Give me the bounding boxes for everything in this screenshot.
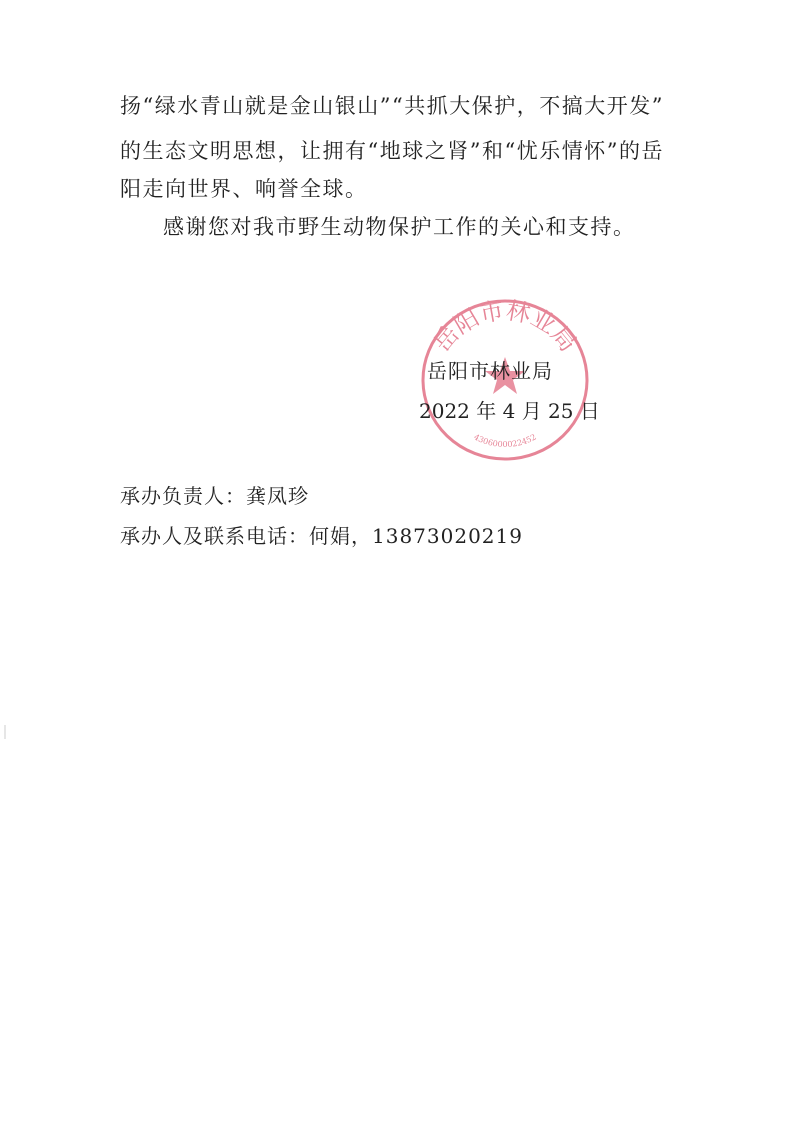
body-line-3: 阳走向世界、响誉全球。 — [120, 177, 368, 201]
signing-organization: 岳阳市林业局 — [427, 359, 553, 383]
body-line-2: 的生态文明思想，让拥有“地球之肾”和“忧乐情怀”的岳 — [120, 139, 664, 163]
thanks-paragraph: 感谢您对我市野生动物保护工作的关心和支持。 — [163, 215, 636, 239]
handler-contact: 承办人及联系电话：何娟，13873020219 — [120, 524, 523, 548]
scan-edge-mark — [4, 725, 6, 739]
seal-code-text: 4306000022452 — [472, 432, 538, 450]
signing-date: 2022 年 4 月 25 日 — [419, 399, 600, 423]
seal-title-text: 岳阳市林业局 — [427, 296, 583, 357]
responsible-person: 承办负责人：龚凤珍 — [120, 484, 309, 508]
body-line-1: 扬“绿水青山就是金山银山”“共抓大保护，不搞大开发” — [120, 94, 664, 118]
